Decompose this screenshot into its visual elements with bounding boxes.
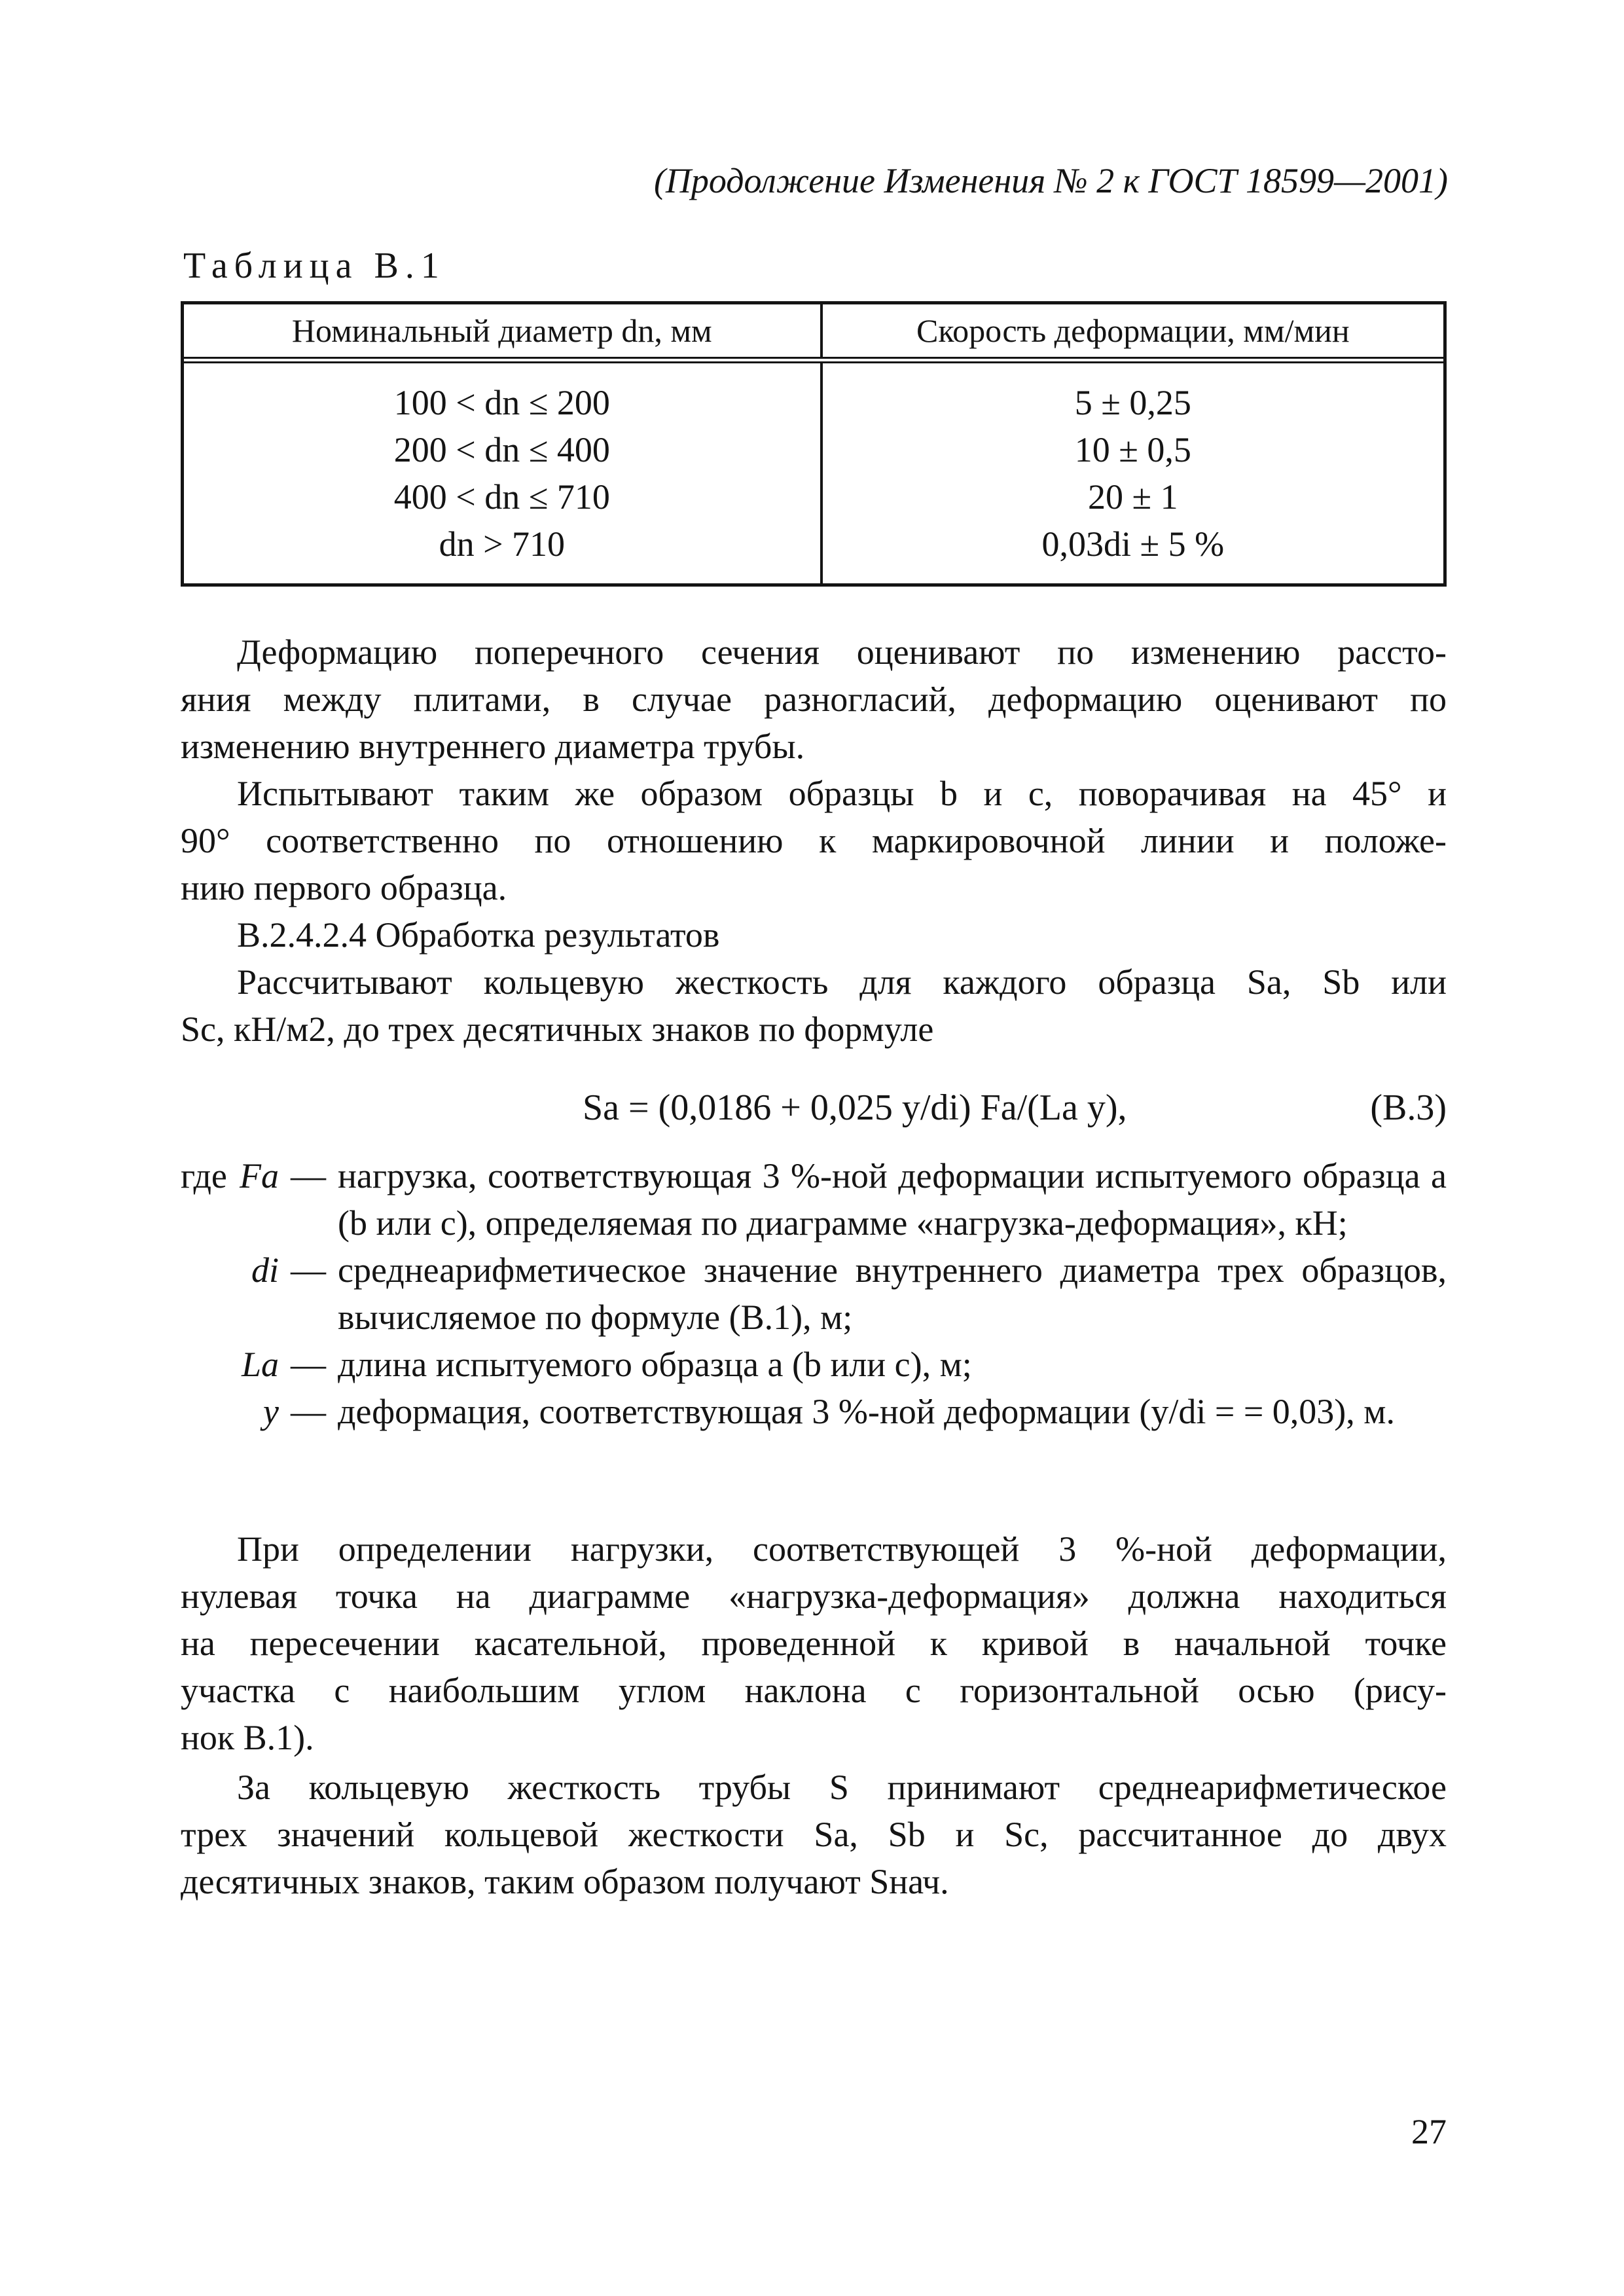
- text-line: В.2.4.2.4 Обработка результатов: [237, 915, 720, 955]
- table-cell: 400 < dn ≤ 710: [393, 477, 610, 517]
- text-line: изменению внутреннего диаметра трубы.: [181, 727, 805, 766]
- text-line: За кольцевую жесткость трубы S принимают среднеарифметическое: [237, 1768, 1447, 1807]
- text-line: Деформацию поперечного сечения оценивают по изменению рассто-: [237, 632, 1447, 672]
- text-line: участка с наибольшим углом наклона с горизонтальной осью (рису-: [181, 1671, 1447, 1710]
- definition-dash: —: [291, 1345, 326, 1384]
- definition-dash: —: [291, 1392, 326, 1431]
- paragraph-test-samples: [181, 770, 1447, 911]
- table-cell: 10 ± 0,5: [1074, 430, 1191, 469]
- table-column-diameter: [184, 360, 821, 583]
- text-line: десятичных знаков, таким образом получают Sнач.: [181, 1862, 949, 1901]
- table-cell: 0,03di ± 5 %: [1041, 524, 1225, 564]
- definition-text: длина испытуемого образца a (b или c), м;: [338, 1345, 972, 1384]
- definition-symbol: di: [251, 1250, 279, 1290]
- table-cell: 100 < dn ≤ 200: [393, 383, 610, 422]
- table-cell: 200 < dn ≤ 400: [393, 430, 610, 469]
- table-header-diameter: Номинальный диаметр dn, мм: [184, 304, 821, 360]
- running-header: (Продолжение Изменения № 2 к ГОСТ 18599—2001): [653, 161, 1448, 200]
- definition-symbol: Fa: [240, 1156, 279, 1195]
- formula-b3: [583, 1074, 1447, 1159]
- definition-text: деформация, соответствующая 3 %-ной деформации (y/di = = 0,03), м.: [338, 1392, 1395, 1431]
- text-line: на пересечении касательной, проведенной к кривой в начальной точке: [181, 1624, 1447, 1663]
- table-cell: 20 ± 1: [1087, 477, 1178, 517]
- text-line: нулевая точка на диаграмме «нагрузка-деформация» должна находиться: [181, 1576, 1447, 1616]
- section-heading: [181, 911, 1447, 958]
- text-line: нию первого образца.: [181, 868, 507, 907]
- data-table: [181, 301, 1447, 587]
- table-cell: 5 ± 0,25: [1074, 383, 1191, 422]
- definition-item: [181, 1152, 1447, 1247]
- paragraph-zero-point: [181, 1525, 1447, 1761]
- text-line: Sc, кН/м2, до трех десятичных знаков по формуле: [181, 1010, 934, 1049]
- definition-text: среднеарифметическое значение внутреннего диаметра трех образцов, вычисляемое по формуле (В.1), м;: [338, 1250, 1447, 1337]
- definition-item: [181, 1247, 1447, 1341]
- text-line: 90° соответственно по отношению к маркировочной линии и положе-: [181, 821, 1447, 860]
- text-line: Рассчитывают кольцевую жесткость для каждого образца Sa, Sb или: [237, 962, 1447, 1002]
- definition-item: [181, 1388, 1447, 1435]
- definition-dash: —: [291, 1250, 326, 1290]
- definition-item: [181, 1341, 1447, 1388]
- text-line: Испытывают таким же образом образцы b и c, поворачивая на 45° и: [237, 774, 1447, 813]
- table-header-speed: Скорость деформации, мм/мин: [821, 304, 1443, 360]
- text-line: нок В.1).: [181, 1718, 314, 1757]
- table-column-speed: [821, 360, 1443, 583]
- formula-number: (В.3): [1370, 1087, 1447, 1128]
- definition-text: нагрузка, соответствующая 3 %-ной деформации испытуемого образца a (b или c), определяемая по диаграмме «нагрузка-деформация», кН;: [338, 1156, 1447, 1243]
- definition-dash: —: [291, 1156, 326, 1195]
- page-number: 27: [1411, 2112, 1447, 2151]
- formula-expression: Sa = (0,0186 + 0,025 y/di) Fa/(La y),: [583, 1087, 1127, 1128]
- definition-lead: где: [181, 1156, 227, 1195]
- paragraph-pipe-stiffness: [181, 1764, 1447, 1905]
- table-cell: dn > 710: [439, 524, 566, 564]
- text-line: трех значений кольцевой жесткости Sa, Sb и Sc, рассчитанное до двух: [181, 1815, 1447, 1854]
- paragraph-deformation: [181, 629, 1447, 770]
- definition-symbol: La: [241, 1345, 279, 1384]
- definition-symbol: y: [263, 1392, 279, 1431]
- text-line: При определении нагрузки, соответствующей 3 %-ной деформации,: [237, 1529, 1447, 1569]
- paragraph-ring-stiffness: [181, 958, 1447, 1053]
- variable-definitions: [181, 1152, 1447, 1435]
- table-caption: Таблица В.1: [183, 246, 446, 286]
- text-line: яния между плитами, в случае разногласий, деформацию оценивают по: [181, 680, 1447, 719]
